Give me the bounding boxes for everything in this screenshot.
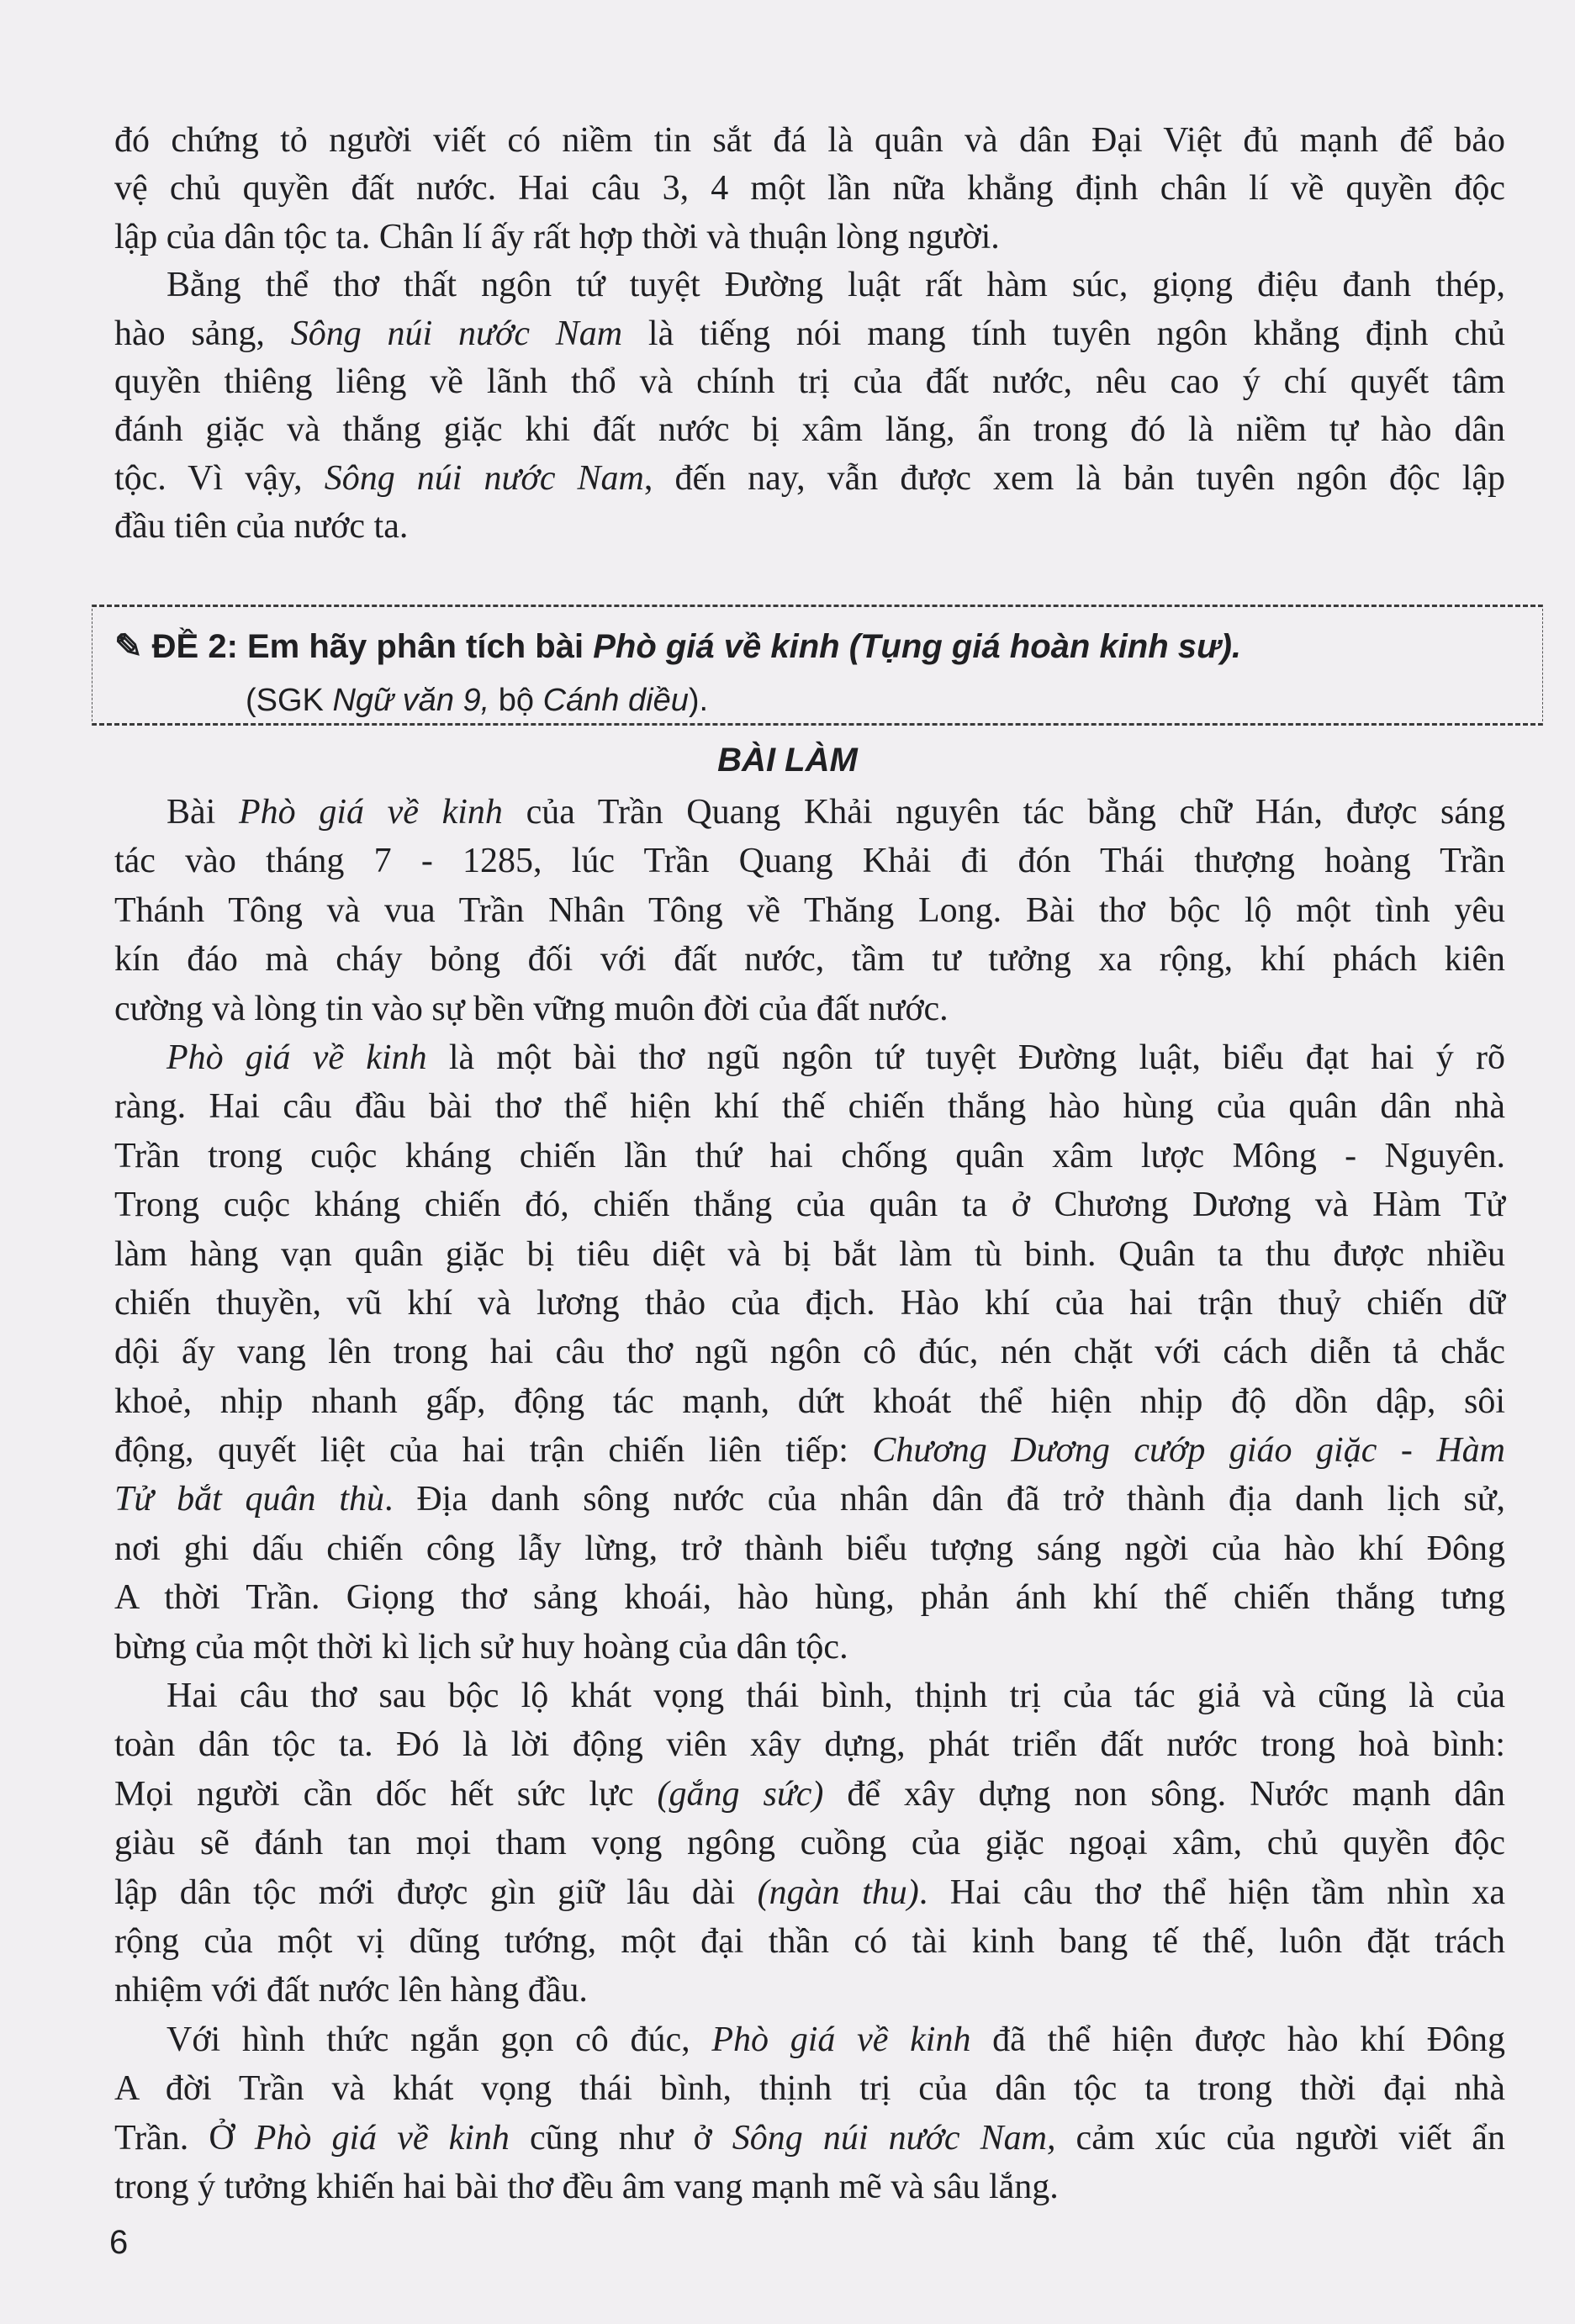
text-line [114, 1426, 1505, 1475]
text-segment: động, quyết liệt của hai trận chiến liên tiếp: [114, 1431, 873, 1471]
text-segment: . Hai câu thơ thể hiện tầm nhìn xa [918, 1872, 1505, 1912]
italic-text: Sông núi nước Nam [290, 314, 623, 353]
text-segment: Với hình thức ngắn gọn cô đúc, [166, 2020, 712, 2059]
source-book: Ngữ văn 9, [332, 683, 490, 718]
text-segment: để xây dựng non sông. Nước mạnh dân [823, 1774, 1505, 1814]
text-line [114, 1524, 1505, 1573]
text-segment: trong ý tưởng khiến hai bài thơ đều âm vang mạnh mẽ và sâu lắng. [114, 2167, 1059, 2206]
source-series: Cánh diều [542, 683, 689, 718]
text-line [114, 2015, 1505, 2064]
text-block-essay [114, 788, 1505, 2211]
text-segment: Bằng thể thơ thất ngôn tứ tuyệt Đường luật rất hàm súc, giọng điệu đanh thép, [166, 266, 1505, 305]
text-line [114, 1377, 1505, 1426]
text-segment: lập dân tộc mới được gìn giữ lâu dài [114, 1872, 758, 1912]
exercise-title-text: ĐỀ 2: Em hãy phân tích bài [151, 628, 594, 665]
text-segment: A thời Trần. Giọng thơ sảng khoái, hào hùng, phản ánh khí thế chiến thắng tưng [114, 1578, 1505, 1618]
text-line [114, 1917, 1505, 1966]
exercise-title [114, 627, 1241, 666]
text-segment: vệ chủ quyền đất nước. Hai câu 3, 4 một lần nữa khẳng định chân lí về quyền độc [114, 169, 1505, 209]
text-segment: . Địa danh sông nước của nhân dân đã trở thành địa danh lịch sử, [384, 1480, 1505, 1519]
text-line [114, 1672, 1505, 1720]
italic-text: (ngàn thu) [757, 1872, 919, 1912]
text-segment: của Trần Quang Khải nguyên tác bằng chữ Hán, được sáng [502, 793, 1505, 832]
text-line [114, 1573, 1505, 1622]
text-line [114, 165, 1505, 213]
text-segment: dội ấy vang lên trong hai câu thơ ngũ ngôn cô đúc, nén chặt với cách diễn tả chắc [114, 1333, 1505, 1372]
source-text: bộ [489, 683, 543, 718]
text-segment: Hai câu thơ sau bộc lộ khát vọng thái bình, thịnh trị của tác giả và cũng là của [166, 1677, 1505, 1716]
source-text: ). [688, 683, 709, 718]
text-segment: đánh giặc và thắng giặc khi đất nước bị xâm lăng, ẩn trong đó là niềm tự hào dân [114, 410, 1505, 450]
text-line [114, 1475, 1505, 1524]
text-segment: quyền thiêng liêng về lãnh thổ và chính trị của đất nước, nêu cao ý chí quyết tâm [114, 362, 1505, 401]
text-line [114, 261, 1505, 309]
italic-text: (gắng sức) [657, 1774, 824, 1814]
text-line [114, 1328, 1505, 1376]
text-line [114, 1819, 1505, 1867]
text-segment: là tiếng nói mang tính tuyên ngôn khẳng định chủ [622, 314, 1505, 353]
text-line [114, 1180, 1505, 1229]
text-segment: toàn dân tộc ta. Đó là lời động viên xây dựng, phát triển đất nước trong hoà bình: [114, 1725, 1505, 1765]
italic-text: Phò giá về kinh [166, 1038, 427, 1077]
text-segment: cũng như ở [509, 2118, 732, 2158]
text-segment: bừng của một thời kì lịch sử huy hoàng của dân tộc. [114, 1627, 848, 1666]
text-segment: tộc. Vì vậy, [114, 458, 325, 498]
text-segment: Trần trong cuộc kháng chiến lần thứ hai chống quân xâm lược Mông - Nguyên. [114, 1136, 1505, 1175]
text-segment: đã thể hiện được hào khí Đông [970, 2020, 1505, 2059]
text-line [114, 935, 1505, 984]
text-segment: giàu sẽ đánh tan mọi tham vọng ngông cuồng của giặc ngoại xâm, chủ quyền độc [114, 1824, 1505, 1863]
italic-text: Phò giá về kinh [711, 2020, 971, 2059]
text-block-intro [114, 117, 1505, 552]
exercise-source [246, 683, 708, 719]
text-line [114, 406, 1505, 454]
text-line [114, 117, 1505, 165]
text-line [114, 886, 1505, 935]
text-segment: Thánh Tông và vua Trần Nhân Tông về Thăng Long. Bài thơ bộc lộ một tình yêu [114, 890, 1505, 930]
page-number: 6 [109, 2224, 129, 2261]
text-segment: , đến nay, vẫn được xem là bản tuyên ngôn độc lập [643, 458, 1506, 498]
text-line [114, 837, 1505, 885]
text-segment: hào sảng, [114, 314, 291, 353]
text-segment: Mọi người cần dốc hết sức lực [114, 1774, 658, 1814]
text-line [114, 358, 1505, 406]
text-segment: ràng. Hai câu đầu bài thơ thể hiện khí thế chiến thắng hào hùng của quân dân nhà [114, 1087, 1505, 1127]
text-segment: lập của dân tộc ta. Chân lí ấy rất hợp thời và thuận lòng người. [114, 217, 1000, 256]
pencil-icon: ✎ [114, 628, 152, 665]
text-segment: Trần. Ở [114, 2118, 255, 2158]
text-line [114, 1868, 1505, 1917]
text-line [114, 1966, 1505, 2015]
section-heading: BÀI LÀM [717, 742, 858, 779]
text-line [114, 1082, 1505, 1131]
text-line [114, 1279, 1505, 1328]
text-segment: rộng của một vị dũng tướng, một đại thần có tài kinh bang tế thế, luôn đặt trách [114, 1921, 1505, 1961]
text-line [114, 1623, 1505, 1672]
exercise-title-work: Phò giá về kinh (Tụng giá hoàn kinh sư). [593, 628, 1242, 665]
text-segment: tác vào tháng 7 - 1285, lúc Trần Quang Khải đi đón Thái thượng hoàng Trần [114, 842, 1505, 881]
text-segment: nơi ghi dấu chiến công lẫy lừng, trở thành biểu tượng sáng ngời của hào khí Đông [114, 1529, 1505, 1568]
text-line [114, 1033, 1505, 1082]
text-line [114, 1720, 1505, 1769]
text-segment: nhiệm với đất nước lên hàng đầu. [114, 1971, 588, 2010]
text-segment: đó chứng tỏ người viết có niềm tin sắt đá là quân và dân Đại Việt đủ mạnh để bảo [114, 121, 1505, 160]
text-line [114, 788, 1505, 837]
text-line [114, 310, 1505, 358]
italic-text: Phò giá về kinh [239, 793, 503, 832]
text-line [114, 985, 1505, 1033]
text-line [114, 214, 1505, 261]
source-text: (SGK [246, 683, 333, 718]
text-line [114, 2064, 1505, 2113]
text-line [114, 2114, 1505, 2163]
text-line [114, 2163, 1505, 2211]
italic-text: Tử bắt quân thù [114, 1480, 385, 1519]
text-line [114, 1230, 1505, 1279]
text-segment: Bài [166, 793, 239, 832]
text-segment: khoẻ, nhịp nhanh gấp, động tác mạnh, dứt khoát thể hiện nhịp độ dồn dập, sôi [114, 1381, 1505, 1421]
italic-text: Sông núi nước Nam, [732, 2118, 1056, 2158]
text-line [114, 503, 1505, 551]
italic-text: Phò giá về kinh [254, 2118, 510, 2158]
text-segment: là một bài thơ ngũ ngôn tứ tuyệt Đường luật, biểu đạt hai ý rõ [426, 1038, 1505, 1077]
exercise-box [92, 605, 1543, 726]
italic-text: Sông núi nước Nam [324, 458, 644, 498]
text-segment: làm hàng vạn quân giặc bị tiêu diệt và bị bắt làm tù binh. Quân ta thu được nhiều [114, 1234, 1505, 1274]
text-line [114, 1132, 1505, 1180]
text-line [114, 455, 1505, 503]
text-line [114, 1770, 1505, 1819]
text-segment: kín đáo mà cháy bỏng đối với đất nước, tầm tư tưởng xa rộng, khí phách kiên [114, 940, 1505, 980]
text-segment: A đời Trần và khát vọng thái bình, thịnh trị của dân tộc ta trong thời đại nhà [114, 2069, 1505, 2109]
italic-text: Chương Dương cướp giáo giặc - Hàm [872, 1431, 1505, 1471]
text-segment: cảm xúc của người viết ẩn [1055, 2118, 1506, 2158]
text-segment: cường và lòng tin vào sự bền vững muôn đời của đất nước. [114, 989, 949, 1028]
text-segment: đầu tiên của nước ta. [114, 507, 409, 547]
text-segment: Trong cuộc kháng chiến đó, chiến thắng của quân ta ở Chương Dương và Hàm Tử [114, 1186, 1505, 1225]
text-segment: chiến thuyền, vũ khí và lương thảo của địch. Hào khí của hai trận thuỷ chiến dữ [114, 1283, 1505, 1323]
